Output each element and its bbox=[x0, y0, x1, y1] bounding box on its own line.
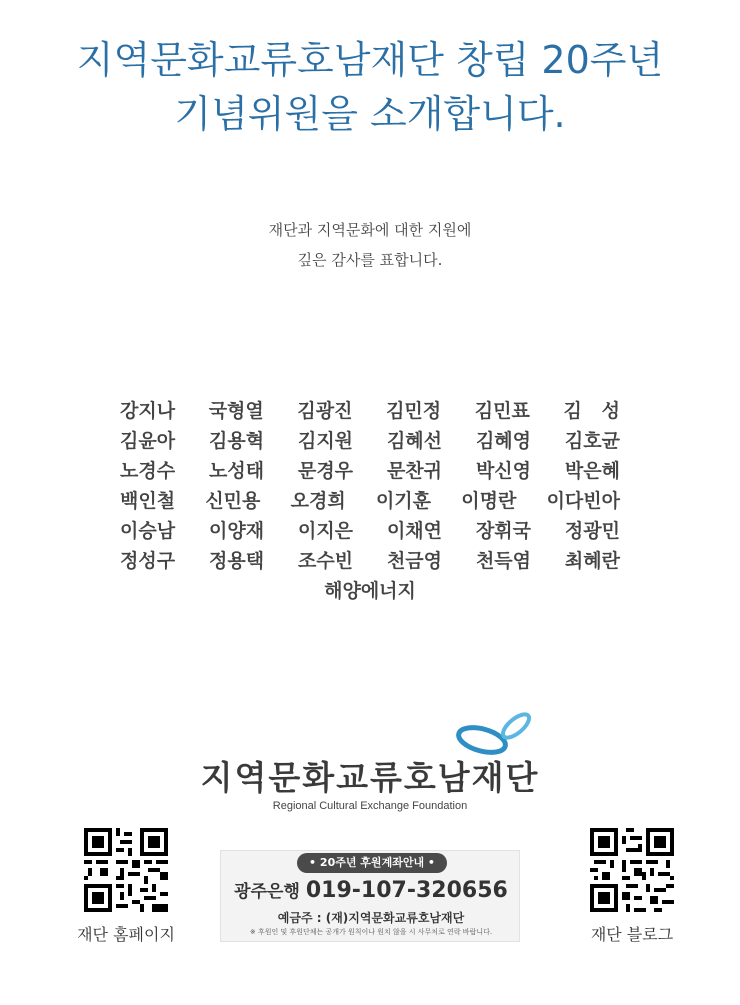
foundation-logo-name: 지역문화교류호남재단 bbox=[200, 758, 540, 797]
committee-names bbox=[120, 396, 620, 576]
member-name: 김용혁 bbox=[208, 430, 265, 452]
page-title-line-1: 지역문화교류호남재단 창립 20주년 bbox=[76, 38, 664, 82]
member-name: 김광진 bbox=[297, 400, 353, 422]
donation-bank-line bbox=[221, 877, 521, 903]
member-name: 김윤아 bbox=[120, 430, 176, 452]
foundation-logo-english: Regional Cultural Exchange Foundation bbox=[272, 800, 468, 812]
member-name: 국형열 bbox=[208, 400, 264, 422]
names-row bbox=[120, 426, 620, 456]
donation-pill-text: 20주년 후원계좌안내 bbox=[319, 856, 425, 869]
member-name: 장휘국 bbox=[475, 520, 531, 542]
account-number: 019-107-320656 bbox=[305, 878, 508, 903]
page-title-line-2: 기념위원을 소개합니다. bbox=[174, 92, 566, 136]
donation-pill: • 20주년 후원계좌안내 • bbox=[297, 853, 447, 873]
member-name: 백인철 bbox=[120, 490, 176, 512]
thanks-message bbox=[0, 215, 740, 275]
member-name: 천금영 bbox=[386, 550, 443, 572]
bank-name: 광주은행 bbox=[234, 882, 300, 902]
member-name: 강지나 bbox=[120, 400, 176, 422]
thanks-line-1: 재단과 지역문화에 대한 지원에 bbox=[268, 221, 472, 239]
member-name: 최혜란 bbox=[564, 550, 620, 572]
thanks-line-2: 깊은 감사를 표합니다. bbox=[297, 251, 443, 269]
member-name: 이지은 bbox=[297, 520, 354, 542]
member-name: 김민정 bbox=[386, 400, 442, 422]
member-name: 김혜영 bbox=[475, 430, 531, 452]
donation-notice: ※ 후원인 및 후원단체는 공개가 원칙이나 원치 않을 시 사무처로 연락 바랍니다. bbox=[249, 928, 493, 936]
member-name: 김호균 bbox=[564, 430, 620, 452]
member-name-last: 해양에너지 bbox=[324, 580, 416, 602]
member-name: 노성태 bbox=[208, 460, 265, 482]
member-name: 천득염 bbox=[475, 550, 531, 572]
member-name: 이양재 bbox=[208, 520, 265, 542]
member-name: 김 성 bbox=[563, 400, 620, 422]
member-name: 박은혜 bbox=[564, 460, 620, 482]
member-name: 이다빈아 bbox=[546, 490, 620, 512]
account-holder: 예금주 : (재)지역문화교류호남재단 bbox=[277, 911, 465, 925]
member-name: 문경우 bbox=[297, 460, 354, 482]
member-name: 신민용 bbox=[205, 490, 261, 512]
donation-account-box bbox=[220, 850, 520, 942]
member-name: 이명란 bbox=[461, 490, 517, 512]
member-name: 정광민 bbox=[564, 520, 620, 542]
blog-qr-label: 재단 블로그 bbox=[590, 925, 674, 944]
member-name: 김혜선 bbox=[386, 430, 443, 452]
names-row bbox=[120, 456, 620, 486]
names-row bbox=[120, 516, 620, 546]
member-name: 이채연 bbox=[386, 520, 443, 542]
member-name: 박신영 bbox=[475, 460, 531, 482]
member-name: 정용택 bbox=[208, 550, 265, 572]
member-name: 이기훈 bbox=[375, 490, 431, 512]
member-name: 오경희 bbox=[290, 490, 346, 512]
member-name: 노경수 bbox=[120, 460, 176, 482]
member-name: 김지원 bbox=[297, 430, 354, 452]
member-name: 문찬귀 bbox=[386, 460, 443, 482]
names-row bbox=[120, 486, 620, 516]
homepage-qr-code[interactable] bbox=[84, 828, 168, 912]
homepage-qr-label: 재단 홈페이지 bbox=[77, 925, 175, 944]
member-name: 이승남 bbox=[120, 520, 176, 542]
member-name: 조수빈 bbox=[297, 550, 354, 572]
member-name: 김민표 bbox=[474, 400, 530, 422]
names-row bbox=[120, 396, 620, 426]
names-row bbox=[120, 546, 620, 576]
member-name: 정성구 bbox=[120, 550, 176, 572]
blog-qr-code[interactable] bbox=[590, 828, 674, 912]
